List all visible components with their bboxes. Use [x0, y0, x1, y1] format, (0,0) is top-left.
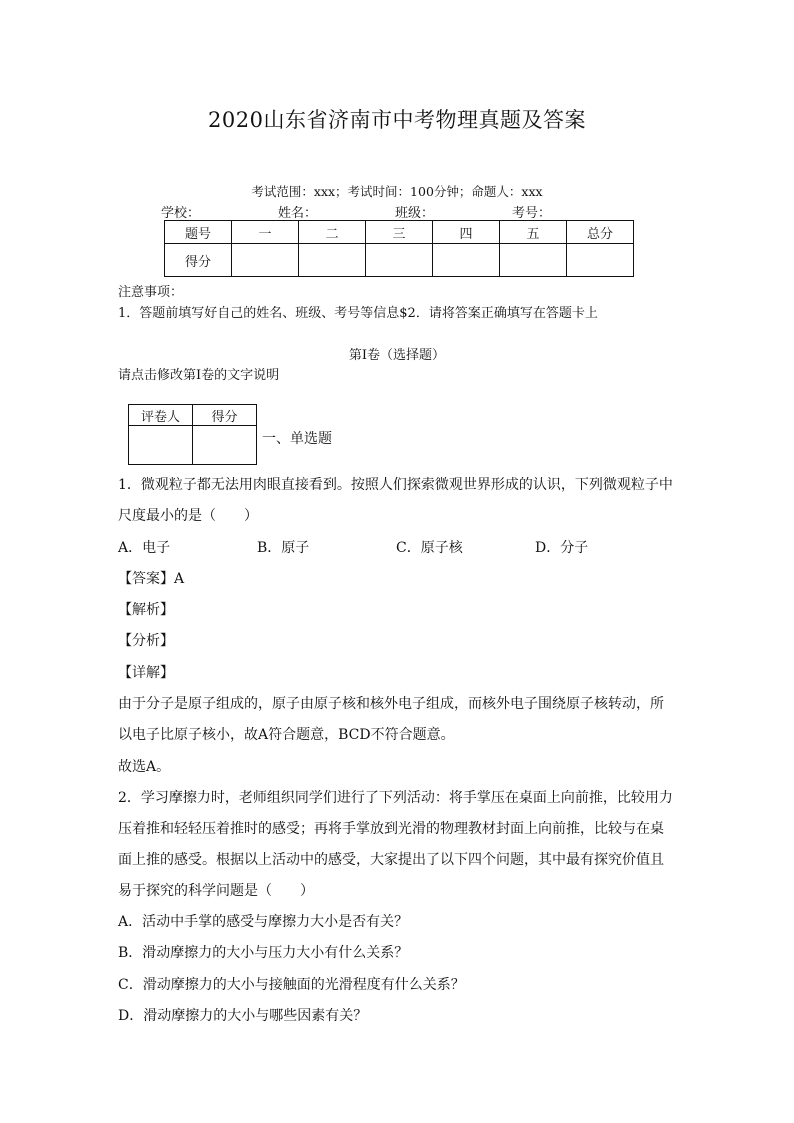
- volume-description: 请点击修改第I卷的文字说明: [118, 368, 280, 383]
- score-table-score-row: [165, 244, 634, 277]
- score-cell[interactable]: [433, 244, 500, 277]
- score-table: [164, 220, 634, 277]
- volume-title: 第I卷（选择题）: [348, 348, 446, 363]
- exam-no-field[interactable]: [551, 206, 629, 221]
- name-field[interactable]: [317, 206, 395, 221]
- q2-stem-line-1: 2．学习摩擦力时，老师组织同学们进行了下列活动：将手掌压在桌面上向前推，比较用力: [118, 790, 673, 806]
- notes-item-1: 1．答题前填写好自己的姓名、班级、考号等信息$2．请将答案正确填写在答题卡上: [118, 306, 598, 321]
- q1-stem-line-2: 尺度最小的是（ ）: [118, 508, 258, 524]
- reviewer-header-cell: 评卷人: [129, 405, 193, 426]
- q1-detail-label: 【详解】: [118, 665, 174, 681]
- score-header-cell: 总分: [567, 221, 634, 244]
- school-label: 学校：: [161, 206, 201, 221]
- score-header-cell: 二: [299, 221, 366, 244]
- q1-answer: 【答案】A: [118, 571, 185, 587]
- reviewer-header-row: [129, 405, 257, 426]
- reviewer-table: [128, 404, 257, 465]
- q1-detail-line-2: 以电子比原子核小，故A符合题意，BCD不符合题意。: [118, 727, 455, 743]
- q2-stem-line-4: 易于探究的科学问题是（ ）: [118, 883, 314, 899]
- class-label: 班级：: [395, 206, 435, 221]
- reviewer-cell[interactable]: [129, 426, 193, 465]
- score-cell[interactable]: [500, 244, 567, 277]
- exam-info: 考试范围：xxx；考试时间：100分钟；命题人：xxx: [251, 184, 543, 199]
- notes-heading: 注意事项：: [118, 285, 184, 300]
- score-header-cell: 四: [433, 221, 500, 244]
- score-header-cell: 一: [232, 221, 299, 244]
- q2-option-d: D．滑动摩擦力的大小与哪些因素有关？: [118, 1008, 368, 1024]
- section-title: 一、单选题: [262, 431, 332, 447]
- q1-option-d: D．分子: [535, 540, 589, 556]
- reviewer-input-row: [129, 426, 257, 465]
- q1-detail-line-1: 由于分子是原子组成的，原子由原子核和核外电子组成，而核外电子围绕原子核转动，所: [118, 696, 664, 712]
- q1-option-a: A．电子: [118, 540, 171, 556]
- document-title: 2020山东省济南市中考物理真题及答案: [208, 108, 586, 132]
- score-header-cell: 得分: [193, 405, 257, 426]
- score-cell[interactable]: [567, 244, 634, 277]
- q2-option-b: B．滑动摩擦力的大小与压力大小有什么关系？: [118, 945, 409, 961]
- q1-fenxi-label: 【分析】: [118, 633, 174, 649]
- score-header-cell: 三: [366, 221, 433, 244]
- q1-analysis-label: 【解析】: [118, 602, 174, 618]
- reviewer-score-cell[interactable]: [193, 426, 257, 465]
- score-cell[interactable]: [299, 244, 366, 277]
- q2-option-a: A．活动中手掌的感受与摩擦力大小是否有关？: [118, 914, 409, 930]
- score-cell[interactable]: [232, 244, 299, 277]
- q1-conclusion: 故选A。: [118, 759, 171, 775]
- q2-option-c: C．滑动摩擦力的大小与接触面的光滑程度有什么关系？: [118, 977, 465, 993]
- school-field[interactable]: [200, 206, 278, 221]
- exam-no-label: 考号：: [512, 206, 552, 221]
- score-row-label: 得分: [165, 244, 232, 277]
- student-info-line: [161, 202, 629, 221]
- score-header-cell: 五: [500, 221, 567, 244]
- q1-option-b: B．原子: [257, 540, 310, 556]
- name-label: 姓名：: [278, 206, 318, 221]
- q2-stem-line-3: 面上推的感受。根据以上活动中的感受，大家提出了以下四个问题，其中最有探究价值且: [118, 852, 664, 868]
- score-header-cell: 题号: [165, 221, 232, 244]
- q2-stem-line-2: 压着推和轻轻压着推时的感受；再将手掌放到光滑的物理教材封面上向前推，比较与在桌: [118, 821, 664, 837]
- score-cell[interactable]: [366, 244, 433, 277]
- q1-option-c: C．原子核: [396, 540, 463, 556]
- class-field[interactable]: [434, 206, 512, 221]
- q1-stem-line-1: 1．微观粒子都无法用肉眼直接看到。按照人们探索微观世界形成的认识，下列微观粒子中: [118, 477, 673, 493]
- score-table-header-row: [165, 221, 634, 244]
